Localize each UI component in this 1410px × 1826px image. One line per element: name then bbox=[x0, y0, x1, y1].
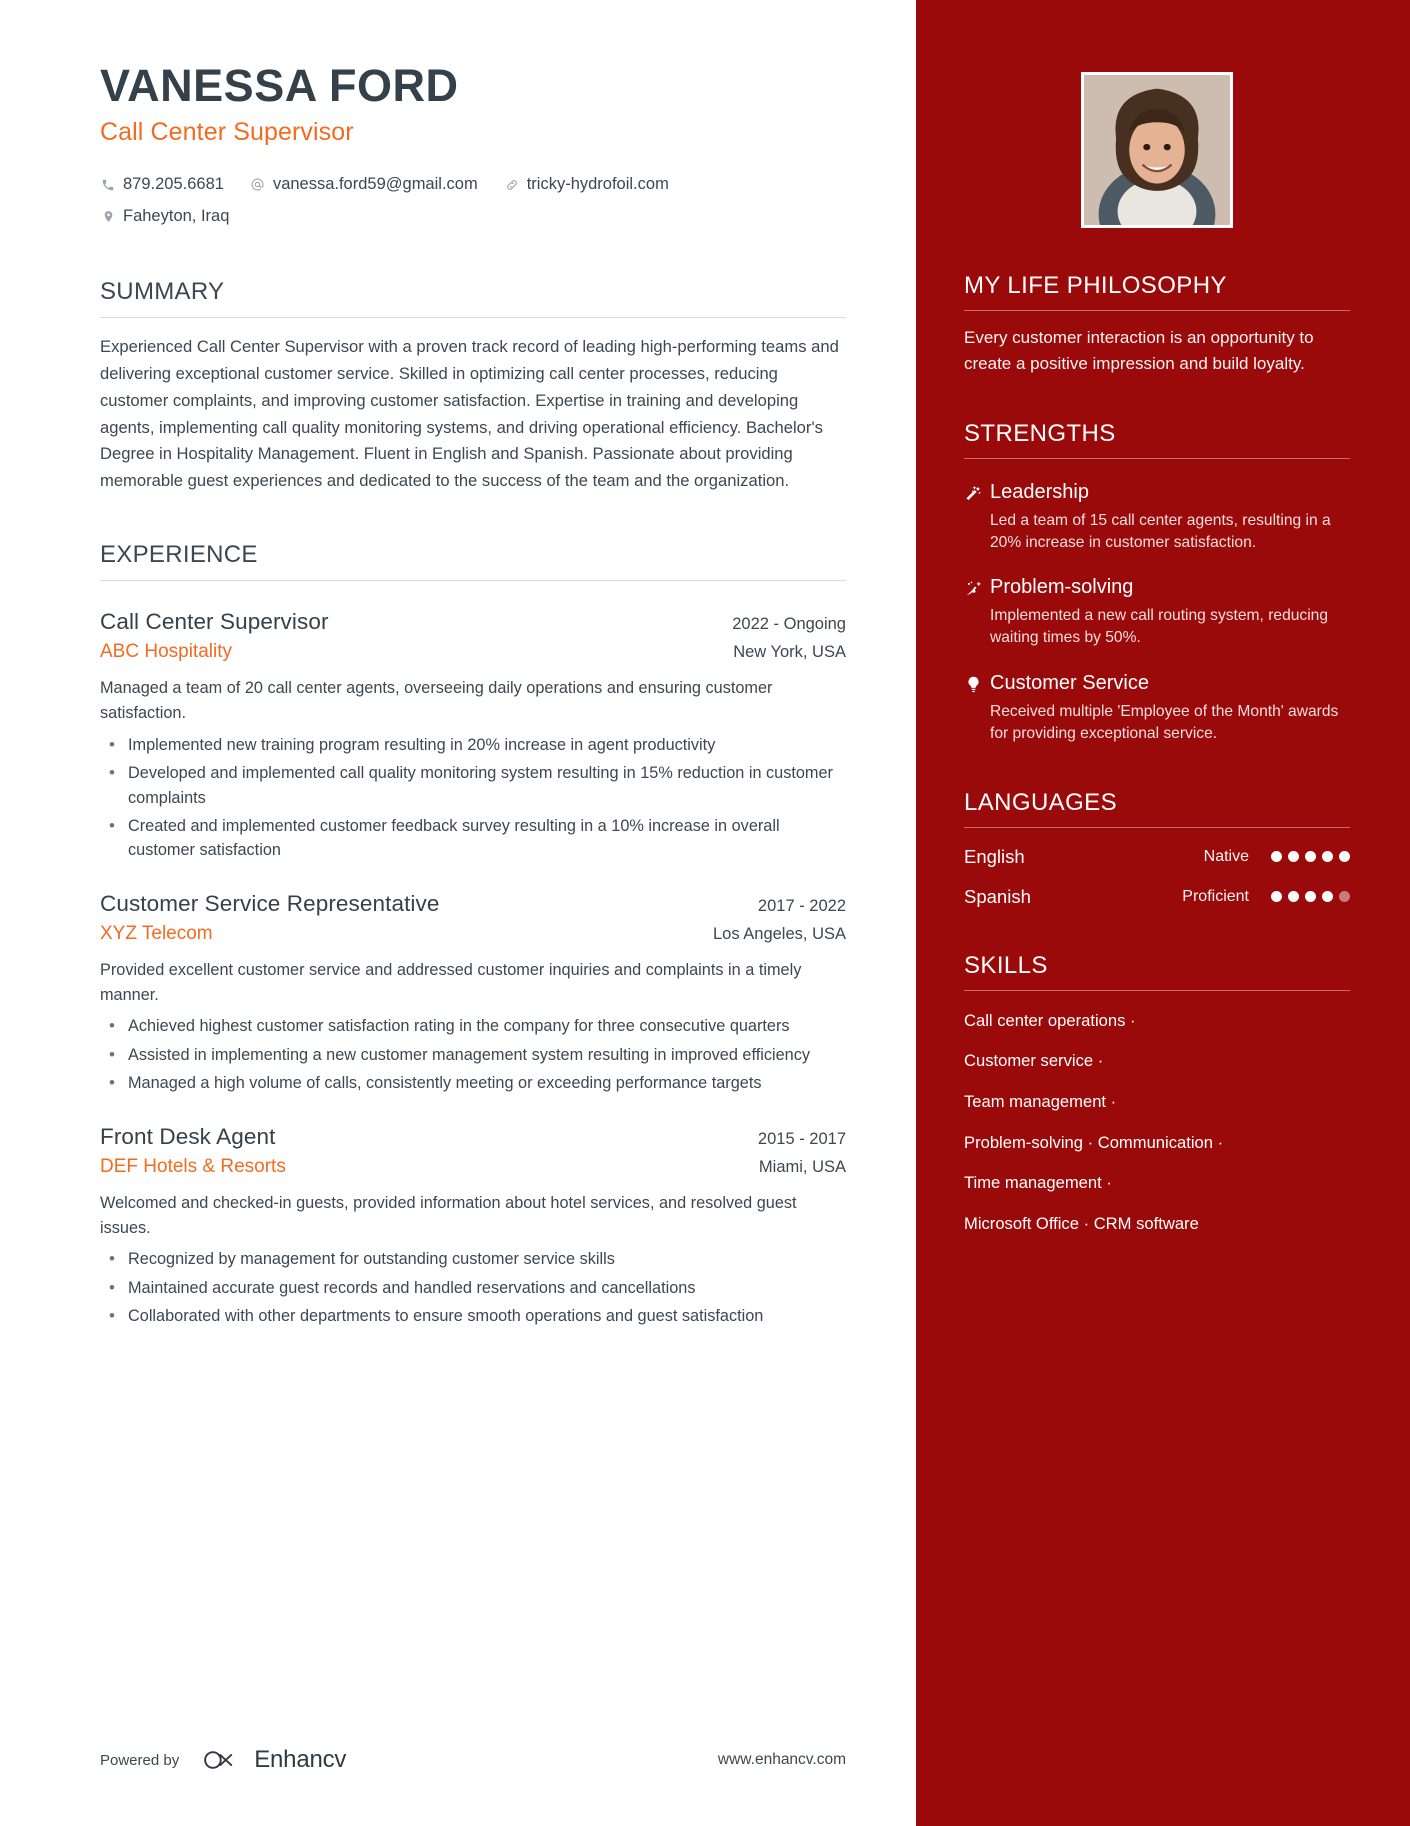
contact-info bbox=[100, 169, 846, 232]
strength-item bbox=[964, 576, 1350, 649]
language-name: Spanish bbox=[964, 885, 1031, 907]
job-location: New York, USA bbox=[733, 643, 846, 662]
at-sign-icon bbox=[250, 177, 266, 193]
job-title: Front Desk Agent bbox=[100, 1123, 276, 1149]
powered-by-label: Powered by bbox=[100, 1751, 180, 1769]
languages-divider bbox=[964, 827, 1350, 828]
job-location: Los Angeles, USA bbox=[713, 924, 846, 943]
summary-section bbox=[100, 278, 846, 495]
job-bullet: • Developed and implemented call quality monitoring system resulting in 15% reduction in customer complaints bbox=[100, 761, 846, 810]
contact-line-1 bbox=[100, 169, 846, 200]
footer-url[interactable]: www.enhancv.com bbox=[717, 1751, 846, 1768]
language-level: Proficient bbox=[1182, 887, 1249, 905]
job-bullet: • Maintained accurate guest records and handled reservations and cancellations bbox=[100, 1276, 846, 1300]
job-bullet: • Managed a high volume of calls, consistently meeting or exceeding performance targets bbox=[100, 1071, 846, 1095]
job-subheader bbox=[100, 1156, 846, 1178]
job-bullet: • Created and implemented customer feedback survey resulting in a 10% increase in overall customer satisfaction bbox=[100, 814, 846, 863]
job-description: Managed a team of 20 call center agents, overseeing daily operations and ensuring customer satisfaction. bbox=[100, 679, 773, 723]
philosophy-section bbox=[964, 272, 1350, 376]
rating-dot bbox=[1288, 851, 1299, 862]
job-bullets bbox=[100, 1014, 846, 1095]
website-value: tricky-hydrofoil.com bbox=[526, 175, 669, 194]
job-headline: Call Center Supervisor bbox=[100, 118, 354, 147]
contact-phone[interactable] bbox=[100, 169, 224, 200]
language-rating-dots bbox=[1265, 851, 1350, 862]
job-bullets bbox=[100, 1247, 846, 1328]
email-value: vanessa.ford59@gmail.com bbox=[272, 175, 478, 194]
strength-name: Problem-solving bbox=[990, 576, 1134, 599]
languages-heading: LANGUAGES bbox=[964, 788, 1117, 816]
avatar bbox=[1081, 72, 1233, 228]
rating-dot bbox=[1305, 851, 1316, 862]
job-bullet: • Recognized by management for outstanding customer service skills bbox=[100, 1247, 846, 1271]
strengths-section bbox=[964, 420, 1350, 745]
rating-dot-empty bbox=[1339, 891, 1350, 902]
job-company: DEF Hotels & Resorts bbox=[100, 1155, 286, 1177]
job-bullet: • Achieved highest customer satisfaction rating in the company for three consecutive quarters bbox=[100, 1014, 846, 1038]
contact-email[interactable] bbox=[250, 169, 478, 200]
job-bullet: • Collaborated with other departments to ensure smooth operations and guest satisfaction bbox=[100, 1304, 846, 1328]
job-header bbox=[100, 609, 846, 635]
job-description: Provided excellent customer service and addressed customer inquiries and complaints in a timely manner. bbox=[100, 960, 802, 1005]
lightbulb-icon bbox=[964, 672, 990, 745]
job-company: XYZ Telecom bbox=[100, 922, 213, 944]
summary-heading: SUMMARY bbox=[100, 277, 225, 305]
skill-line: Microsoft Office · CRM software bbox=[964, 1213, 1199, 1233]
skill-line: Problem-solving · Communication · bbox=[964, 1132, 1224, 1152]
philosophy-text: Every customer interaction is an opportunity to create a positive impression and build loyalty. bbox=[964, 328, 1314, 373]
job-header bbox=[100, 891, 846, 917]
enhancv-brand[interactable] bbox=[201, 1746, 346, 1774]
skills-heading: SKILLS bbox=[964, 951, 1048, 979]
strengths-divider bbox=[964, 458, 1350, 459]
experience-divider bbox=[100, 580, 846, 581]
experience-section bbox=[100, 541, 846, 1328]
language-item bbox=[964, 846, 1350, 868]
strength-description: Received multiple 'Employee of the Month' awards for providing exceptional service. bbox=[990, 702, 1339, 742]
rating-dot bbox=[1271, 851, 1282, 862]
rating-dot bbox=[1288, 891, 1299, 902]
rating-dot bbox=[1271, 891, 1282, 902]
skills-divider bbox=[964, 990, 1350, 991]
skill-line: Call center operations · bbox=[964, 1010, 1136, 1030]
language-name: English bbox=[964, 845, 1025, 867]
magic-wand-icon bbox=[964, 481, 990, 554]
profile-photo-illustration bbox=[1084, 75, 1230, 225]
summary-divider bbox=[100, 317, 846, 318]
page-footer bbox=[100, 1746, 846, 1774]
job-title: Call Center Supervisor bbox=[100, 609, 329, 635]
skills-section bbox=[964, 952, 1350, 1234]
skill-line: Team management · bbox=[964, 1091, 1117, 1111]
enhancv-infinity-logo-icon bbox=[201, 1748, 245, 1772]
strength-body bbox=[990, 481, 1350, 554]
location-value: Faheyton, Iraq bbox=[123, 206, 230, 225]
job-description: Welcomed and checked-in guests, provided information about hotel services, and resolved guest issues. bbox=[100, 1193, 797, 1237]
experience-heading: EXPERIENCE bbox=[100, 541, 258, 569]
job-location: Miami, USA bbox=[758, 1157, 846, 1176]
skill-line: Time management · bbox=[964, 1173, 1112, 1193]
powered-by-block bbox=[100, 1746, 346, 1774]
phone-icon bbox=[100, 177, 116, 193]
job-bullets bbox=[100, 733, 846, 863]
enhancv-brand-name: Enhancv bbox=[254, 1746, 347, 1773]
rating-dot bbox=[1322, 851, 1333, 862]
experience-item bbox=[100, 609, 846, 863]
shooting-star-icon bbox=[964, 576, 990, 649]
experience-item bbox=[100, 1124, 846, 1329]
strength-item bbox=[964, 481, 1350, 554]
language-item bbox=[964, 886, 1350, 908]
strength-body bbox=[990, 672, 1350, 745]
job-dates: 2022 - Ongoing bbox=[732, 615, 846, 634]
strength-name: Customer Service bbox=[990, 671, 1149, 694]
phone-value: 879.205.6681 bbox=[123, 175, 224, 194]
photo-container bbox=[964, 72, 1350, 228]
experience-item bbox=[100, 891, 846, 1096]
skill-line: Customer service · bbox=[964, 1051, 1104, 1071]
strength-item bbox=[964, 672, 1350, 745]
job-dates: 2017 - 2022 bbox=[757, 896, 846, 915]
strengths-heading: STRENGTHS bbox=[964, 420, 1116, 447]
job-bullet: • Assisted in implementing a new customer management system resulting in improved efficiency bbox=[100, 1043, 846, 1067]
strength-description: Led a team of 15 call center agents, resulting in a 20% increase in customer satisfaction. bbox=[990, 512, 1331, 552]
strength-name: Leadership bbox=[990, 481, 1089, 503]
page-title: VANESSA FORD bbox=[100, 60, 459, 111]
job-company: ABC Hospitality bbox=[100, 641, 232, 663]
contact-location bbox=[100, 201, 229, 232]
job-subheader bbox=[100, 641, 846, 663]
language-level: Native bbox=[1203, 847, 1249, 865]
rating-dot bbox=[1305, 891, 1316, 902]
map-pin-icon bbox=[100, 208, 116, 224]
job-title: Customer Service Representative bbox=[100, 890, 440, 916]
summary-text: Experienced Call Center Supervisor with a proven track record of leading high-performing teams and delivering exceptional customer service. Skilled in optimizing call center processes, reducing customer complaints, and improving customer satisfaction. Expertise in training and developing agents, implementing call quality monitoring systems, and driving operational efficiency. Bachelor's Degree in Hospitality Management. Fluent in English and Spanish. Passionate about providing memorable guest experiences and dedicated to the success of the team and the organization. bbox=[100, 336, 839, 491]
link-icon bbox=[504, 177, 520, 193]
contact-website[interactable] bbox=[504, 169, 669, 200]
language-rating-dots bbox=[1265, 891, 1350, 902]
contact-line-2 bbox=[100, 201, 846, 232]
job-dates: 2015 - 2017 bbox=[757, 1129, 846, 1148]
philosophy-heading: MY LIFE PHILOSOPHY bbox=[964, 272, 1227, 299]
job-bullet: • Implemented new training program resulting in 20% increase in agent productivity bbox=[100, 733, 846, 757]
rating-dot bbox=[1322, 891, 1333, 902]
job-subheader bbox=[100, 923, 846, 945]
rating-dot bbox=[1339, 851, 1350, 862]
strength-body bbox=[990, 576, 1350, 649]
philosophy-divider bbox=[964, 310, 1350, 311]
languages-section bbox=[964, 789, 1350, 908]
job-header bbox=[100, 1124, 846, 1150]
strength-description: Implemented a new call routing system, reducing waiting times by 50%. bbox=[990, 607, 1329, 647]
sidebar bbox=[916, 0, 1410, 1826]
